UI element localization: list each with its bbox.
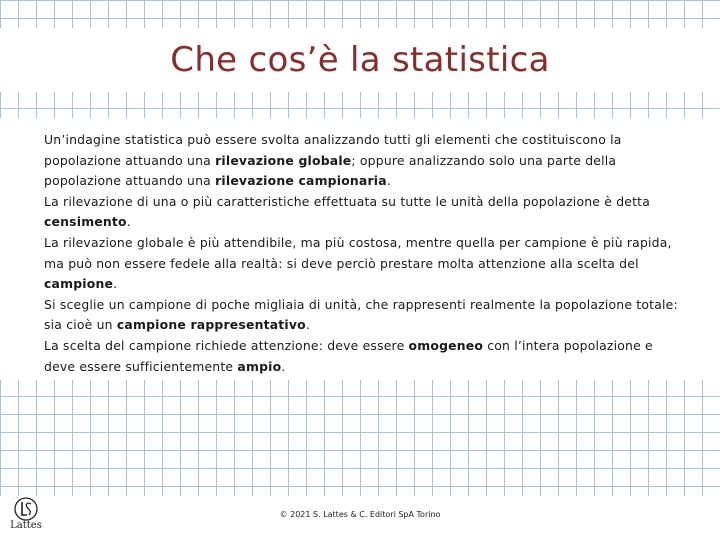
footer-copyright: © 2021 S. Lattes & C. Editori SpA Torino xyxy=(279,510,441,519)
title-band xyxy=(0,28,720,92)
paragraph xyxy=(44,295,684,336)
bold-term: ampio xyxy=(237,358,282,374)
text-run: . xyxy=(113,276,118,292)
text-run: La scelta del campione richiede attenzione: deve essere xyxy=(44,337,409,353)
text-run: La rilevazione di una o più caratteristiche effettuata su tutte le unità della popolazione è detta xyxy=(44,193,650,209)
logo-text: Lattes xyxy=(10,520,42,531)
slide-body xyxy=(44,130,684,377)
bold-term: rilevazione globale xyxy=(215,152,352,168)
text-run: Un’indagine statistica può essere svolta analizzando tutti gli elementi che costituiscono la popolazione attuando una xyxy=(44,132,622,168)
text-run: Si sceglie un campione di poche migliaia di unità, che rappresenti realmente la popolazione totale: sia cioè un xyxy=(44,296,678,333)
slide-title: Che cos’è la statistica xyxy=(170,40,550,80)
publisher-logo xyxy=(6,496,46,540)
text-run: . xyxy=(126,214,131,230)
bold-term: campione rappresentativo xyxy=(116,317,306,333)
text-run: con l’intera popolazione e deve essere sufficientemente xyxy=(44,337,653,374)
lattes-logo-icon xyxy=(13,496,39,522)
bold-term: campione xyxy=(44,276,114,292)
bold-term: censimento xyxy=(44,214,127,230)
bold-term: rilevazione campionaria xyxy=(215,173,387,189)
bold-term: omogeneo xyxy=(408,337,484,353)
paragraph xyxy=(44,130,684,192)
text-run: ; oppure analizzando solo una parte della popolazione attuando una xyxy=(44,152,617,189)
text-run: . xyxy=(281,358,286,374)
paragraph xyxy=(44,233,684,295)
paragraph xyxy=(44,336,684,377)
text-run: . xyxy=(386,173,391,189)
text-run: La rilevazione globale è più attendibile, ma più costosa, mentre quella per campione è più rapida, ma può non essere fedele alla realtà: si deve perciò prestare molta attenzione alla scelta del xyxy=(44,234,672,271)
paragraph xyxy=(44,192,684,233)
text-run: . xyxy=(305,317,310,333)
